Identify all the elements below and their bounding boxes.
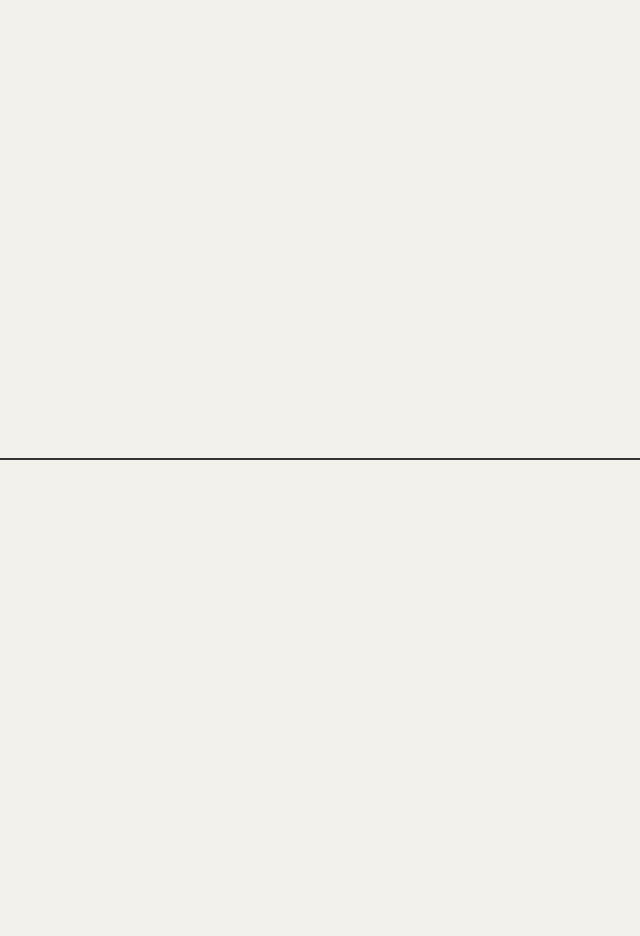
top-section xyxy=(6,6,634,454)
bottom-section xyxy=(6,466,634,926)
section-divider xyxy=(0,458,640,460)
